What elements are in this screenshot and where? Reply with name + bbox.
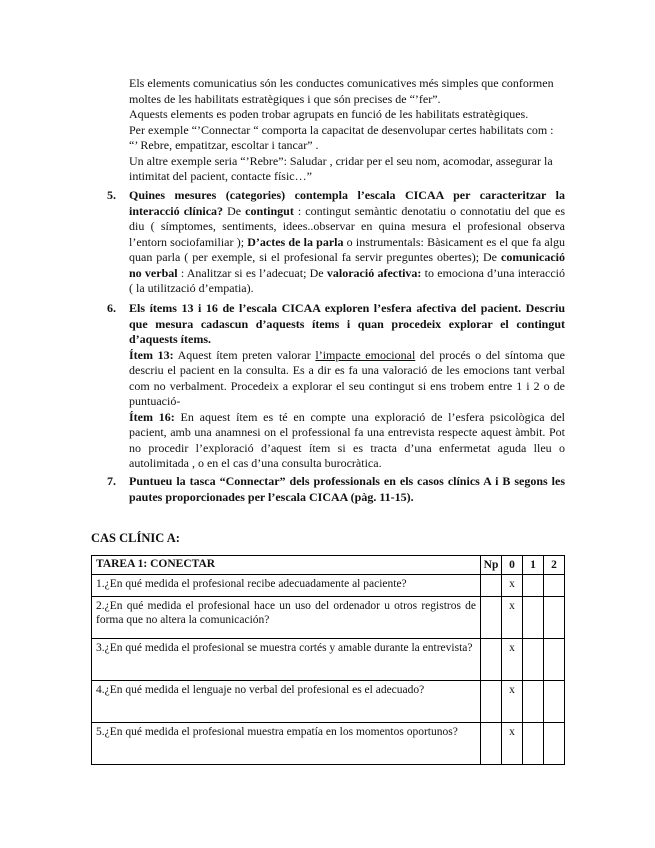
- table-cell-2: [544, 681, 565, 723]
- table-row: [92, 681, 565, 723]
- question-number: 5.: [107, 188, 116, 202]
- intro-paragraph: Un altre exemple seria “’Rebre”: Saludar , cridar per el seu nom, acomodar, assegurar la intimitat del pacient, contacte físic…”: [129, 153, 553, 183]
- answer-text: En aquest ítem es té en compte una exploració de l’esfera psicològica del pacient, amb una anamnesi on el professional fa una entrevista respecte aquest àmbit. Pot no procedir l’exploració d’aquest ítem si es tracta d’una enfermetat aguda lleu o autolimitada , o en el cas d’una consulta burocràtica.: [129, 409, 565, 470]
- table-cell-0: x: [502, 575, 523, 597]
- question-number: 6.: [107, 301, 116, 315]
- table-row: [92, 575, 565, 597]
- table-cell-np: [481, 639, 502, 681]
- table-row: [92, 723, 565, 765]
- question-body: [129, 474, 565, 505]
- table-row: [92, 639, 565, 681]
- item-16-paragraph: [129, 410, 565, 472]
- table-cell-question: 4.¿En qué medida el lenguaje no verbal del profesional es el adecuado?: [92, 681, 481, 723]
- answer-text: : Analitzar si es l’adecuat; De: [177, 265, 327, 280]
- table-cell-2: [544, 575, 565, 597]
- question-6: [107, 301, 565, 472]
- answer-text: : contingut semàntic denotatiu o connotatiu del que es diu ( símptomes, sentiments, idees..observar en quina mesura el profesional observa l’entorn sociofamiliar );: [129, 203, 565, 249]
- table-cell-np: [481, 681, 502, 723]
- table-cell-0: x: [502, 681, 523, 723]
- item-13-paragraph: [129, 348, 565, 410]
- question-title: Els ítems 13 i 16 de l’escala CICAA exploren l’esfera afectiva del pacient. Descriu que mesura cadascun d’aquests ítems i quan procedeix explorar el contingut d’aquests ítems.: [129, 301, 565, 346]
- question-body: [129, 188, 565, 297]
- table-cell-np: [481, 575, 502, 597]
- table-cell-question: 1.¿En qué medida el profesional recibe adecuadamente al paciente?: [92, 575, 481, 597]
- score-table: [91, 555, 565, 765]
- table-cell-0: x: [502, 597, 523, 639]
- table-cell-1: [523, 639, 544, 681]
- answer-underline: l’impacte emocional: [315, 347, 416, 362]
- item-label: Ítem 16:: [129, 409, 175, 424]
- item-label: Ítem 13:: [129, 347, 174, 362]
- table-header-2: 2: [544, 556, 565, 575]
- table-cell-1: [523, 575, 544, 597]
- table-cell-0: x: [502, 639, 523, 681]
- intro-paragraph: Aquests elements es poden trobar agrupats en funció de les habilitats estratègiques.: [129, 107, 529, 121]
- table-header-row: [92, 556, 565, 575]
- table-cell-np: [481, 597, 502, 639]
- question-number: 7.: [107, 474, 116, 488]
- table-cell-question: 2.¿En qué medida el profesional hace un uso del ordenador u otros registros de forma que no altera la comunicación?: [92, 597, 481, 639]
- case-title: CAS CLÍNIC A:: [91, 531, 180, 545]
- answer-text: Aquest ítem preten valorar: [173, 347, 316, 362]
- answer-bold: D’actes de la parla: [247, 234, 344, 249]
- table-cell-2: [544, 597, 565, 639]
- answer-text: De: [223, 203, 246, 218]
- table-cell-1: [523, 681, 544, 723]
- table-header-np: Np: [481, 556, 502, 575]
- table-row: [92, 597, 565, 639]
- question-body: [129, 301, 565, 472]
- table-header-task: TAREA 1: CONECTAR: [92, 556, 481, 575]
- table-header-1: 1: [523, 556, 544, 575]
- table-cell-question: 3.¿En qué medida el profesional se muestra cortés y amable durante la entrevista?: [92, 639, 481, 681]
- answer-text: del procés o del síntoma que descriu el pacient en la consulta. Es a dir es fa una valoració de les emocions tant verbal com no verbalment. Procedeix a explorar el seu contingut si ens trobem entre 1 i 2 o de puntuació-: [129, 347, 565, 408]
- question-title: Quines mesures (categories) contempla l’escala CICAA per caracteritzar la interacció clínica?: [129, 188, 565, 218]
- table-cell-question: 5.¿En qué medida el profesional muestra empatía en los momentos oportunos?: [92, 723, 481, 765]
- answer-text: to emociona d’una interacció ( la utilització d’empatia).: [129, 265, 566, 295]
- answer-bold: valoració afectiva:: [326, 265, 422, 280]
- question-7: [107, 474, 565, 505]
- intro-paragraph: Els elements comunicatius són les conductes comunicatives més simples que conformen moltes de les habilitats estratègiques i que són precises de “’fer”.: [129, 76, 554, 106]
- table-cell-np: [481, 723, 502, 765]
- intro-paragraph: Per exemple “’Connectar “ comporta la capacitat de desenvolupar certes habilitats com : “’ Rebre, empatitzar, escoltar i tancar” .: [129, 122, 554, 152]
- table-cell-2: [544, 639, 565, 681]
- question-title: Puntueu la tasca “Connectar” dels professionals en els casos clínics A i B segons les pautes proporcionades per l’escala CICAA (pàg. 11-15).: [129, 474, 565, 504]
- answer-bold: comunicació no verbal: [129, 250, 565, 280]
- answer-bold: contingut: [245, 203, 294, 218]
- table-cell-1: [523, 597, 544, 639]
- table-cell-0: x: [502, 723, 523, 765]
- table-cell-2: [544, 723, 565, 765]
- table-cell-1: [523, 723, 544, 765]
- intro-block: [129, 76, 561, 185]
- answer-text: o instrumentals: Bàsicament es el que fa algu quan parla ( per exemple, si el profesional fa servir preguntes obertes); De: [129, 234, 566, 264]
- question-5: [107, 188, 565, 297]
- table-header-0: 0: [502, 556, 523, 575]
